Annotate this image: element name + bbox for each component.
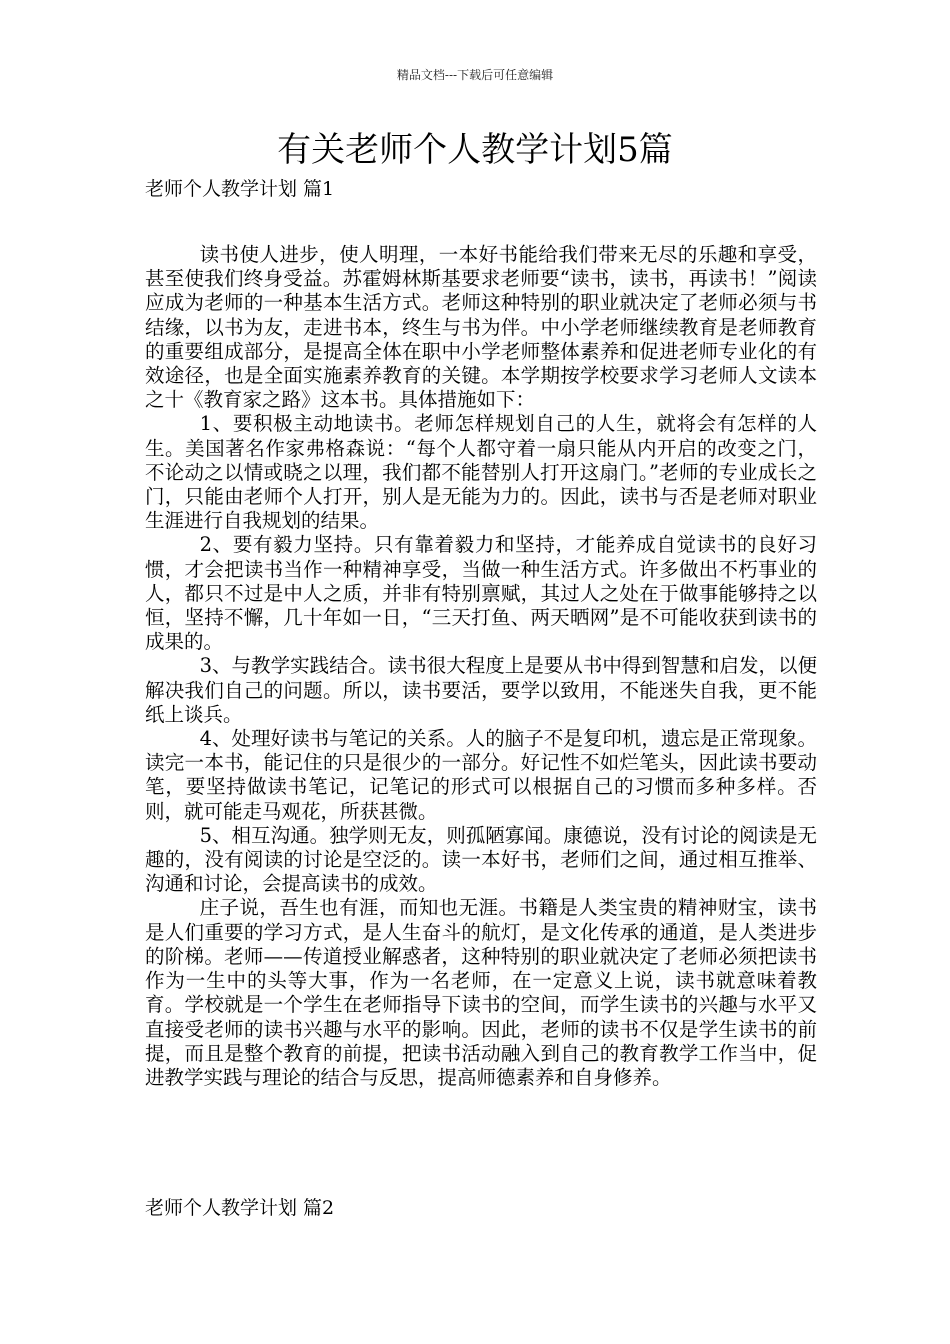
paragraph-item-1: 1、要积极主动地读书。老师怎样规划自己的人生，就将会有怎样的人生。美国著名作家弗格森说：“每个人都守着一扇只能从内开启的改变之门，不论动之以情或晓之以理，我们都不能替别人打开这扇门。”老师的专业成长之门，只能由老师个人打开，别人是无能为力的。因此，读书与否是老师对职业生涯进行自我规划的结果。 [145,412,817,533]
paragraph-item-4: 4、处理好读书与笔记的关系。人的脑子不是复印机，遗忘是正常现象。读完一本书，能记住的只是很少的一部分。好记性不如烂笔头，因此读书要动笔，要坚持做读书笔记，记笔记的形式可以根据自己的习惯而多种多样。否则，就可能走马观花，所获甚微。 [145,727,817,823]
header-note: 精品文档---下载后可任意编辑 [396,68,554,82]
paragraph-item-2: 2、要有毅力坚持。只有靠着毅力和坚持，才能养成自觉读书的良好习惯，才会把读书当作一种精神享受，当做一种生活方式。许多做出不朽事业的人，都只不过是中人之质，并非有特别禀赋，其过人之处在于做事能够持之以恒，坚持不懈，几十年如一日，“三天打鱼、两天晒网”是不可能收获到读书的成果的。 [145,533,817,654]
paragraph-item-5: 5、相互沟通。独学则无友，则孤陋寡闻。康德说，没有讨论的阅读是无趣的，没有阅读的讨论是空泛的。读一本好书，老师们之间，通过相互推举、沟通和讨论，会提高读书的成效。 [145,823,817,896]
paragraph-conclusion: 庄子说，吾生也有涯，而知也无涯。书籍是人类宝贵的精神财宝，读书是人们重要的学习方式，是人生奋斗的航灯，是文化传承的通道，是人类进步的阶梯。老师——传道授业解惑者，这种特别的职业就决定了老师必须把读书作为一生中的头等大事，作为一名老师，在一定意义上说，读书就意味着教育。学校就是一个学生在老师指导下读书的空间，而学生读书的兴趣与水平又直接受老师的读书兴趣与水平的影响。因此，老师的读书不仅是学生读书的前提，而且是整个教育的前提，把读书活动融入到自己的教育教学工作当中，促进教学实践与理论的结合与反思，提高师德素养和自身修养。 [145,896,817,1089]
paragraph-item-3: 3、与教学实践结合。读书很大程度上是要从书中得到智慧和启发，以便解决我们自己的问题。所以，读书要活，要学以致用，不能迷失自我，更不能纸上谈兵。 [145,654,817,726]
section-heading-2: 老师个人教学计划 篇2 [145,1197,335,1219]
paragraph-intro: 读书使人进步，使人明理，一本好书能给我们带来无尽的乐趣和享受，甚至使我们终身受益。苏霍姆林斯基要求老师要“读书，读书，再读书！”阅读应成为老师的一种基本生活方式。老师这种特别的职业就决定了老师必须与书结缘，以书为友，走进书本，终生与书为伴。中小学老师继续教育是老师教育的重要组成部分，是提高全体在职中小学老师整体素养和促进老师专业化的有效途径，也是全面实施素养教育的关键。本学期按学校要求学习老师人文读本之十《教育家之路》这本书。具体措施如下： [145,243,817,412]
body-text [145,243,817,1090]
document-title: 有关老师个人教学计划5篇 [277,130,673,170]
section-heading-1: 老师个人教学计划 篇1 [145,178,335,200]
